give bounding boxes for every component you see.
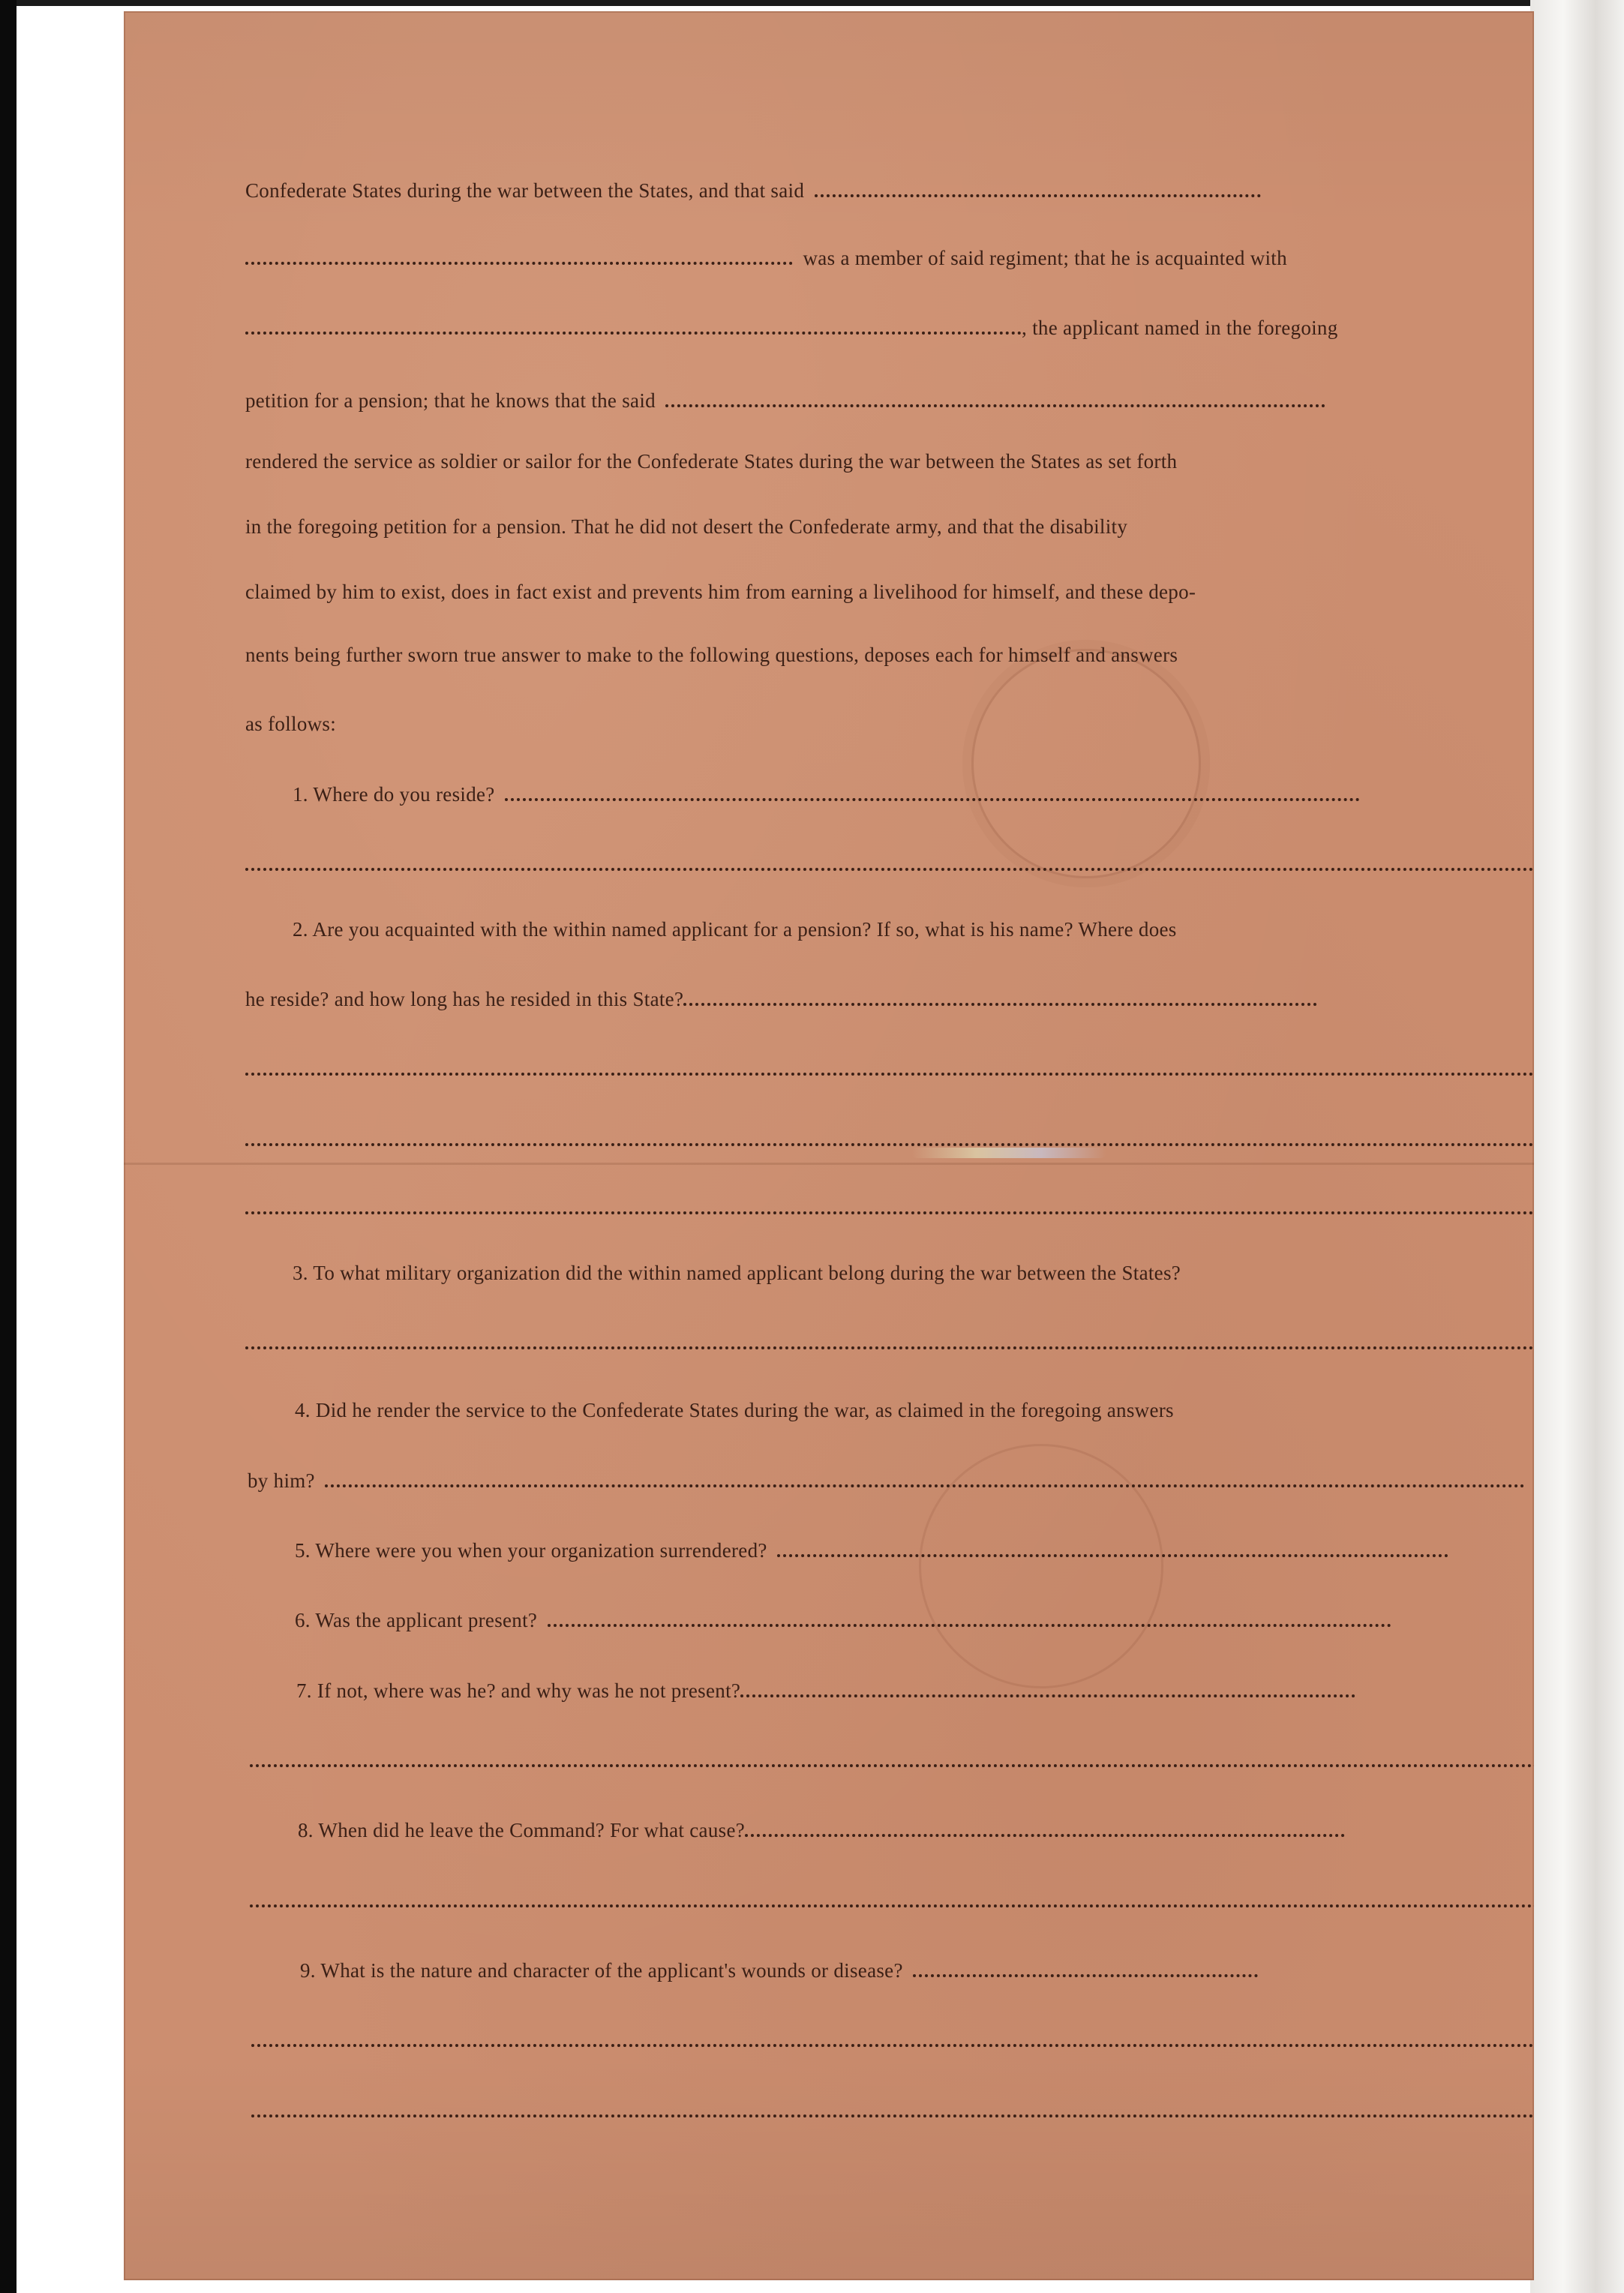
question-4: 4. Did he render the service to the Confederate States during the war, as claimed in the foregoing answers bbox=[295, 1399, 1174, 1421]
answer-line bbox=[245, 1330, 1534, 1355]
answer-line bbox=[245, 1127, 1534, 1152]
answer-line bbox=[245, 851, 1534, 877]
plastic-sleeve-edge bbox=[1530, 0, 1624, 2293]
question-6: 6. Was the applicant present? bbox=[295, 1607, 1534, 1633]
text-line-7: claimed by him to exist, does in fact exist and prevents him from earning a livelihood for himself, and these depo- bbox=[245, 581, 1196, 603]
question-7: 7. If not, where was he? and why was he not present? bbox=[296, 1678, 1534, 1703]
text-line-3: , the applicant named in the foregoing bbox=[245, 315, 1534, 341]
text-line-4: petition for a pension; that he knows that the said bbox=[245, 388, 1534, 413]
answer-line bbox=[250, 1888, 1534, 1913]
question-9: 9. What is the nature and character of the applicant's wounds or disease? bbox=[300, 1958, 1534, 1983]
embossed-seal-mark bbox=[971, 649, 1201, 878]
fold-crease bbox=[124, 1163, 1534, 1165]
answer-line bbox=[251, 2098, 1534, 2123]
text-line-5: rendered the service as soldier or sailor for the Confederate States during the war between the States as set forth bbox=[245, 450, 1178, 473]
answer-line bbox=[245, 1056, 1534, 1082]
question-1: 1. Where do you reside? bbox=[293, 782, 1534, 807]
scan-border-top bbox=[0, 0, 1624, 6]
question-2-continued: he reside? and how long has he resided in this State? bbox=[245, 986, 1534, 1012]
text-line-9: as follows: bbox=[245, 713, 337, 735]
answer-line bbox=[250, 1748, 1534, 1773]
text-line-1: Confederate States during the war between the States, and that said bbox=[245, 178, 1534, 203]
question-4-continued: by him? bbox=[248, 1468, 1534, 1493]
text-line-2: was a member of said regiment; that he is acquainted with bbox=[245, 245, 1534, 271]
text-line-8: nents being further sworn true answer to make to the following questions, deposes each for himself and answers bbox=[245, 644, 1178, 666]
answer-line bbox=[245, 1195, 1534, 1220]
question-2: 2. Are you acquainted with the within named applicant for a pension? If so, what is his name? Where does bbox=[293, 918, 1177, 941]
scan-border-left bbox=[0, 0, 17, 2293]
document-page bbox=[124, 11, 1534, 2280]
question-8: 8. When did he leave the Command? For what cause? bbox=[298, 1817, 1534, 1843]
question-5: 5. Where were you when your organization surrendered? bbox=[295, 1538, 1534, 1563]
question-3: 3. To what military organization did the within named applicant belong during the war between the States? bbox=[293, 1262, 1181, 1284]
answer-line bbox=[251, 2027, 1534, 2053]
text-line-6: in the foregoing petition for a pension. That he did not desert the Confederate army, and that the disability bbox=[245, 515, 1128, 538]
